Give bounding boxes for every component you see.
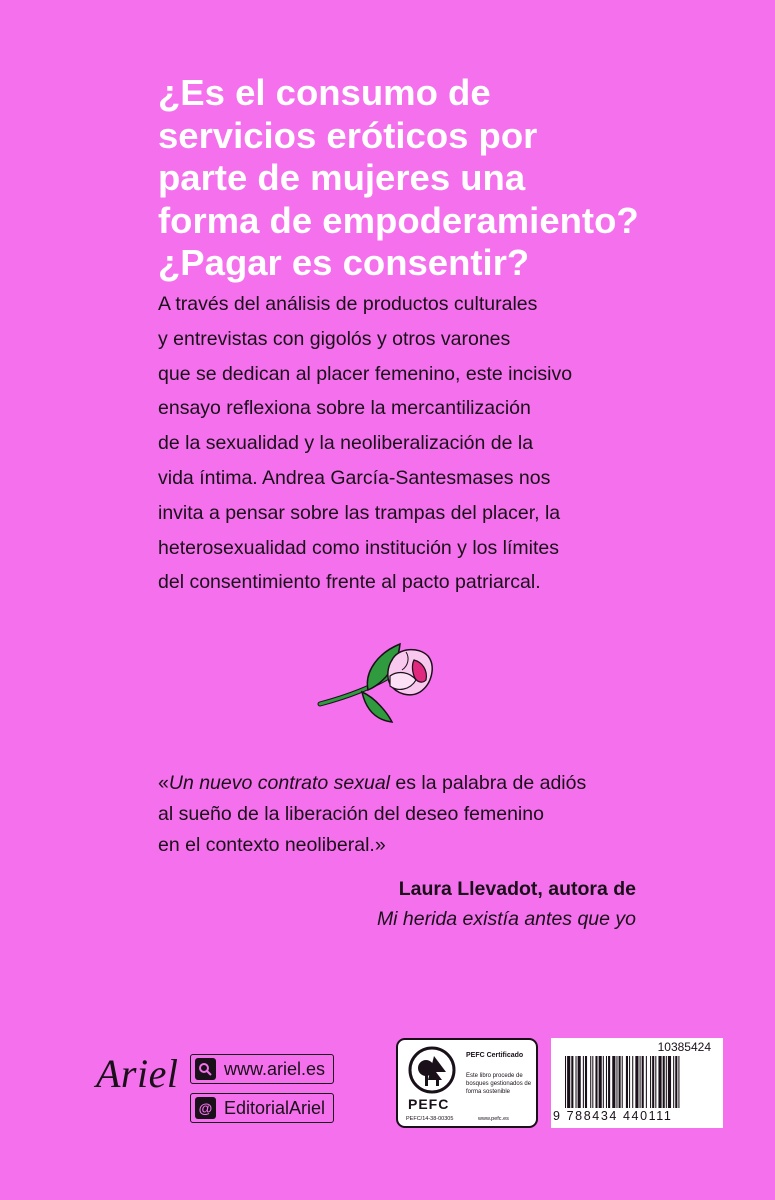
barcode-bar <box>599 1056 602 1108</box>
synopsis-line: que se dedican al placer femenino, este incisivo <box>158 362 573 385</box>
headline-line: servicios eróticos por <box>158 114 538 156</box>
barcode-bar <box>590 1056 591 1108</box>
at-icon: @ <box>195 1097 216 1119</box>
isbn-digits: 9 788434 440111 <box>553 1109 673 1123</box>
quote-open-mark: « <box>158 772 169 794</box>
synopsis-line: del consentimiento frente al pacto patriarcal. <box>158 571 541 594</box>
barcode-bar <box>640 1056 641 1108</box>
blurb-quote <box>158 768 638 861</box>
barcode-bar <box>578 1056 581 1108</box>
synopsis-line: de la sexualidad y la neoliberalización de la <box>158 432 534 455</box>
pefc-certified-label: PEFC Certificado <box>466 1052 524 1059</box>
barcode-bar <box>603 1056 604 1108</box>
synopsis-line: ensayo reflexiona sobre la mercantilización <box>158 397 531 420</box>
barcode-bar <box>583 1056 584 1108</box>
synopsis-line: invita a pensar sobre las trampas del placer, la <box>158 501 561 524</box>
barcode-bar <box>571 1056 573 1108</box>
barcode-bar <box>658 1056 661 1108</box>
barcode-bar <box>616 1056 617 1108</box>
barcode-bar <box>567 1056 570 1108</box>
leaf-lower <box>362 692 392 722</box>
search-icon <box>195 1058 216 1080</box>
barcode-bar <box>608 1056 610 1108</box>
barcode-bar <box>592 1056 593 1108</box>
social-handle-link[interactable] <box>190 1093 334 1123</box>
quote-attribution <box>300 874 636 934</box>
barcode-bar <box>619 1056 621 1108</box>
barcode-bar <box>632 1056 633 1108</box>
attribution-name: Laura Llevadot, autora de <box>398 878 636 900</box>
barcode-bar <box>595 1056 597 1108</box>
barcode-bar <box>585 1056 587 1108</box>
barcode-bar <box>576 1056 577 1108</box>
website-link[interactable] <box>190 1054 334 1084</box>
quote-text: es la palabra de adiós <box>390 772 587 794</box>
barcode-bar <box>612 1056 615 1108</box>
synopsis <box>158 287 618 600</box>
product-code: 10385424 <box>657 1040 711 1054</box>
barcode-bar <box>642 1056 644 1108</box>
barcode-bar <box>666 1056 667 1108</box>
synopsis-line: heterosexualidad como institución y los límites <box>158 536 560 559</box>
barcode-bar <box>626 1056 628 1108</box>
synopsis-line: y entrevistas con gigolós y otros varones <box>158 327 511 350</box>
pefc-tree-icon <box>406 1046 458 1094</box>
barcode-bar <box>650 1056 651 1108</box>
pefc-description: Este libro procede de bosques gestionados de forma sostenible <box>466 1073 532 1095</box>
pefc-url: www.pefc.es <box>478 1116 509 1122</box>
barcode-bar <box>675 1056 677 1108</box>
barcode-bar <box>565 1056 566 1108</box>
synopsis-line: vida íntima. Andrea García-Santesmases nos <box>158 466 551 489</box>
publisher-logo: Ariel <box>96 1051 179 1096</box>
barcode-bar <box>673 1056 674 1108</box>
pefc-mark: PEFC <box>408 1096 450 1112</box>
quote-line: al sueño de la liberación del deseo femenino <box>158 803 544 825</box>
barcode-bar <box>668 1056 671 1108</box>
flower-illustration <box>310 640 450 740</box>
website-label: www.ariel.es <box>223 1058 325 1079</box>
pefc-code: PEFC/14-38-00305 <box>406 1116 454 1122</box>
headline-line: ¿Pagar es consentir? <box>158 242 530 283</box>
synopsis-line: A través del análisis de productos culturales <box>158 293 538 315</box>
headline-line: ¿Es el consumo de <box>158 72 491 113</box>
attribution-work: Mi herida existía antes que yo <box>376 908 636 930</box>
pefc-certification-badge <box>396 1038 538 1128</box>
headline-line: forma de empoderamiento? <box>158 199 639 241</box>
headline-line: parte de mujeres una <box>158 157 526 198</box>
barcode-bar <box>678 1056 679 1108</box>
barcode-bar <box>606 1056 607 1108</box>
headline <box>158 72 658 285</box>
barcode-bar <box>635 1056 638 1108</box>
barcode-bar <box>663 1056 665 1108</box>
quote-book-title: Un nuevo contrato sexual <box>168 772 390 794</box>
barcode-bar <box>646 1056 647 1108</box>
barcode-bar <box>622 1056 623 1108</box>
social-handle-label: EditorialAriel <box>223 1097 325 1118</box>
barcode-bar <box>629 1056 630 1108</box>
barcode-bar <box>655 1056 656 1108</box>
quote-line <box>158 768 638 799</box>
barcode-bar <box>652 1056 654 1108</box>
quote-line: en el contexto neoliberal.» <box>158 834 386 856</box>
isbn-barcode <box>551 1038 723 1128</box>
